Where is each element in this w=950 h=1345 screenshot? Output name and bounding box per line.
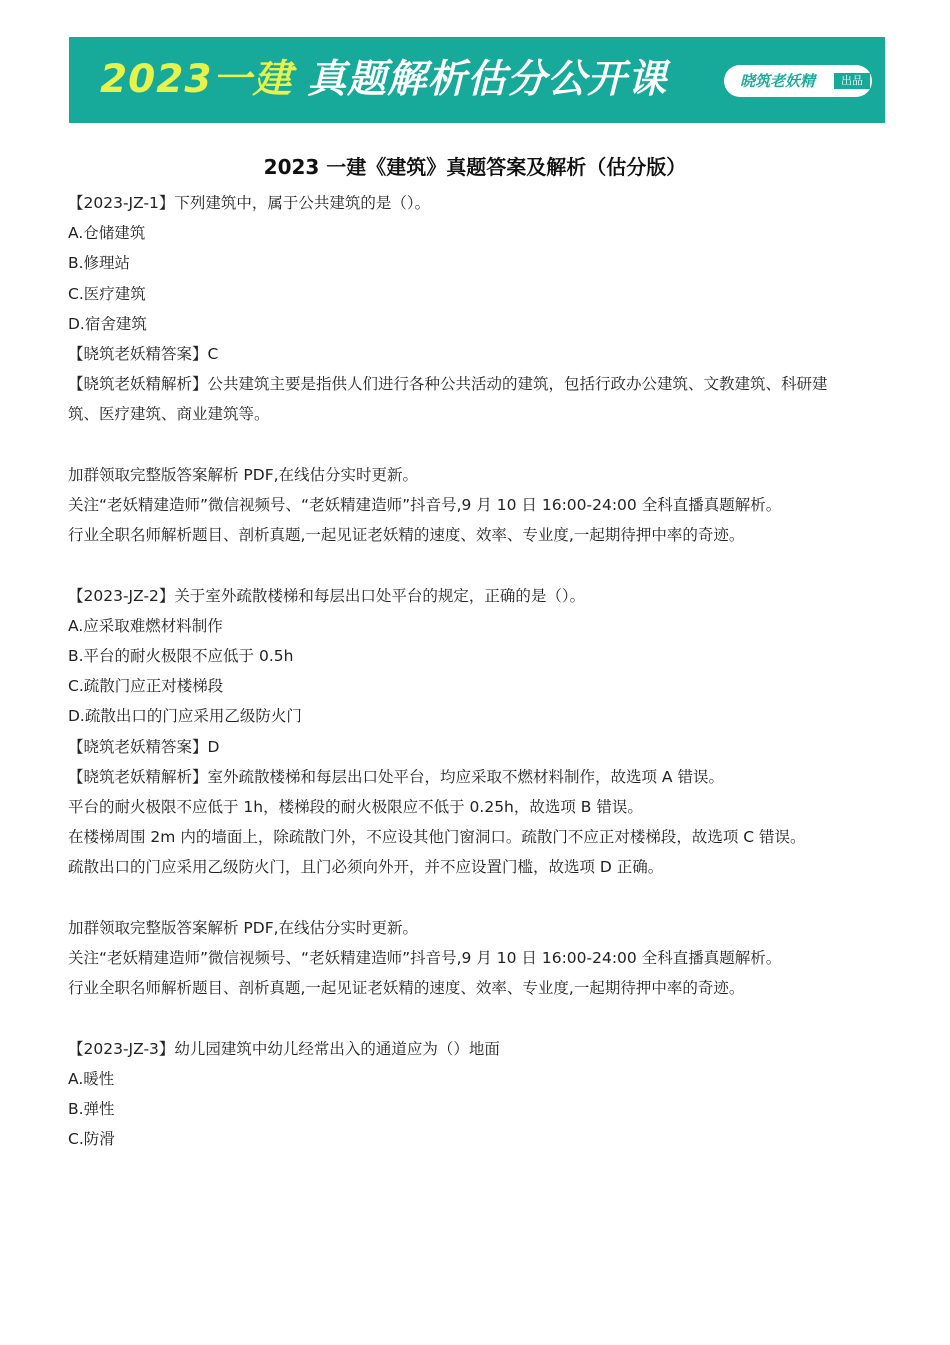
text-line: C.疏散门应正对楼梯段 (68, 677, 224, 696)
text-line: 平台的耐火极限不应低于 1h，楼梯段的耐火极限应不低于 0.25h，故选项 B 错误。 (68, 798, 643, 817)
text-line: 【2023-JZ-3】幼儿园建筑中幼儿经常出入的通道应为（）地面 (68, 1039, 500, 1058)
text-line: 【晓筑老妖精解析】公共建筑主要是指供人们进行各种公共活动的建筑，包括行政办公建筑、文教建筑、科研建 (68, 375, 828, 394)
text-line: 行业全职名师解析题目、剖析真题,一起见证老妖精的速度、效率、专业度,一起期待押中率的奇迹。 (68, 979, 745, 998)
text-line: 【晓筑老妖精答案】C (68, 345, 219, 364)
header-banner (69, 37, 885, 123)
text-line: 筑、医疗建筑、商业建筑等。 (68, 405, 270, 424)
text-line: C.医疗建筑 (68, 284, 146, 303)
text-line: 关注“老妖精建造师”微信视频号、“老妖精建造师”抖音号,9 月 10 日 16:00-24:00 全科直播真题解析。 (68, 496, 782, 515)
text-line: D.疏散出口的门应采用乙级防火门 (68, 707, 302, 726)
text-line: D.宿舍建筑 (68, 314, 147, 333)
text-line: 【2023-JZ-1】下列建筑中，属于公共建筑的是（）。 (68, 194, 431, 212)
brand-logo (724, 65, 872, 97)
blank-line (68, 1003, 888, 1033)
text-line: 行业全职名师解析题目、剖析真题,一起见证老妖精的速度、效率、专业度,一起期待押中率的奇迹。 (68, 526, 745, 545)
banner-course-title: 真题解析估分公开课 (292, 57, 668, 102)
text-line: B.修理站 (68, 254, 131, 273)
text-line: 疏散出口的门应采用乙级防火门，且门必须向外开，并不应设置门槛，故选项 D 正确。 (68, 858, 664, 877)
text-line: 【晓筑老妖精解析】室外疏散楼梯和每层出口处平台，均应采取不燃材料制作，故选项 A 错误。 (68, 767, 724, 786)
banner-year: 2023一建 (100, 57, 293, 102)
brand-tag: 出品 (834, 73, 870, 89)
banner-title (100, 55, 667, 105)
document-body (68, 188, 888, 1154)
blank-line (68, 550, 888, 580)
blank-line (68, 430, 888, 460)
document-title: 2023 一建《建筑》真题答案及解析（估分版） (263, 155, 687, 179)
text-line: 在楼梯周围 2m 内的墙面上，除疏散门外，不应设其他门窗洞口。疏散门不应正对楼梯段，故选项 C 错误。 (68, 828, 806, 847)
brand-name: 晓筑老妖精 (740, 72, 816, 90)
text-line: B.弹性 (68, 1100, 115, 1119)
text-line: C.防滑 (68, 1130, 115, 1149)
text-line: A.应采取难燃材料制作 (68, 616, 223, 635)
blank-line (68, 883, 888, 913)
text-line: 【2023-JZ-2】关于室外疏散楼梯和每层出口处平台的规定，正确的是（）。 (68, 586, 586, 605)
text-line: 加群领取完整版答案解析 PDF,在线估分实时更新。 (68, 465, 419, 484)
text-line: 加群领取完整版答案解析 PDF,在线估分实时更新。 (68, 918, 419, 937)
text-line: 关注“老妖精建造师”微信视频号、“老妖精建造师”抖音号,9 月 10 日 16:00-24:00 全科直播真题解析。 (68, 949, 782, 968)
text-line: B.平台的耐火极限不应低于 0.5h (68, 647, 294, 666)
text-line: A.暖性 (68, 1069, 115, 1088)
text-line: A.仓储建筑 (68, 224, 146, 243)
text-line: 【晓筑老妖精答案】D (68, 737, 220, 756)
